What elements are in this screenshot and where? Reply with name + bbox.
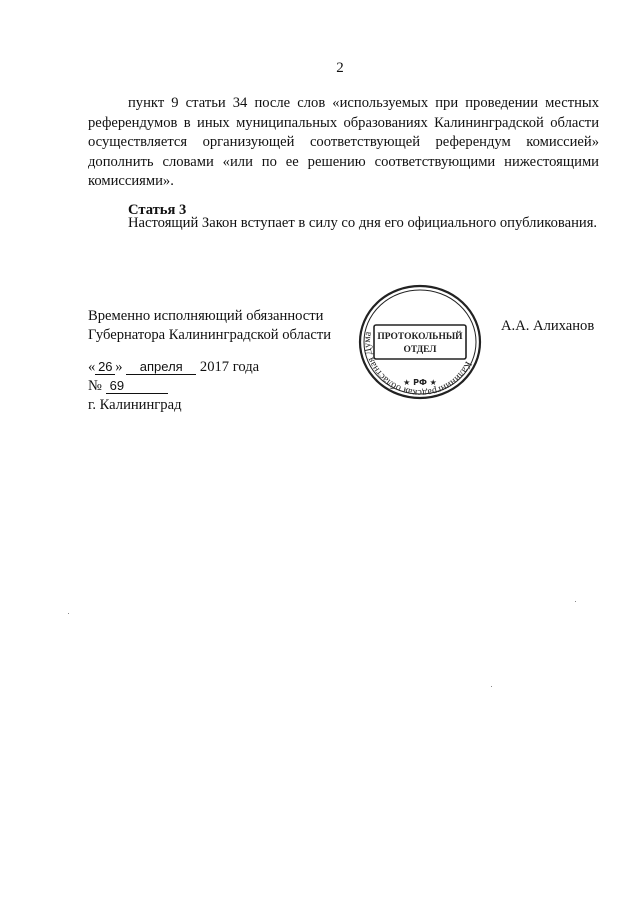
amendment-paragraph: пункт 9 статьи 34 после слов «используемых при проведении местных референдумов в иных муниципальных образованиях Калининградской области осуществляется организующей соответствующей референдум комиссией» дополнить словами «или по ее решению соответствующими нижестоящими комиссиями». (88, 95, 599, 189)
official-stamp (356, 283, 484, 401)
signatory-name: А.А. Алиханов (501, 318, 595, 334)
number-value: 69 (106, 379, 168, 394)
signatory-position-line2: Губернатора Калининградской области (88, 327, 332, 343)
article-3-body: Настоящий Закон вступает в силу со дня его официального опубликования. (128, 215, 598, 231)
date-quote-open: « (88, 359, 96, 375)
issue-number (88, 378, 168, 395)
scan-speck (68, 613, 69, 614)
issue-date (88, 359, 259, 376)
issue-city: г. Калининград (88, 397, 182, 413)
article-3-title: Статья 3 (128, 202, 187, 218)
signatory-position-line1: Временно исполняющий обязанности (88, 308, 324, 324)
issue-month: апреля (126, 360, 196, 375)
number-label: № (88, 378, 102, 394)
issue-year: 2017 года (199, 359, 260, 375)
stamp-center-line2: ОТДЕЛ (403, 345, 437, 355)
page-number: 2 (336, 60, 344, 76)
stamp-bottom-text: ★ РФ ★ (403, 378, 437, 387)
stamp-center-line1: ПРОТОКОЛЬНЫЙ (377, 332, 463, 342)
scan-speck (575, 601, 576, 602)
date-quote-close: » (115, 359, 123, 375)
stamp-ring-text: Калининградская областная Дума (362, 330, 474, 399)
scan-speck (491, 686, 492, 687)
issue-day: 26 (95, 360, 115, 375)
